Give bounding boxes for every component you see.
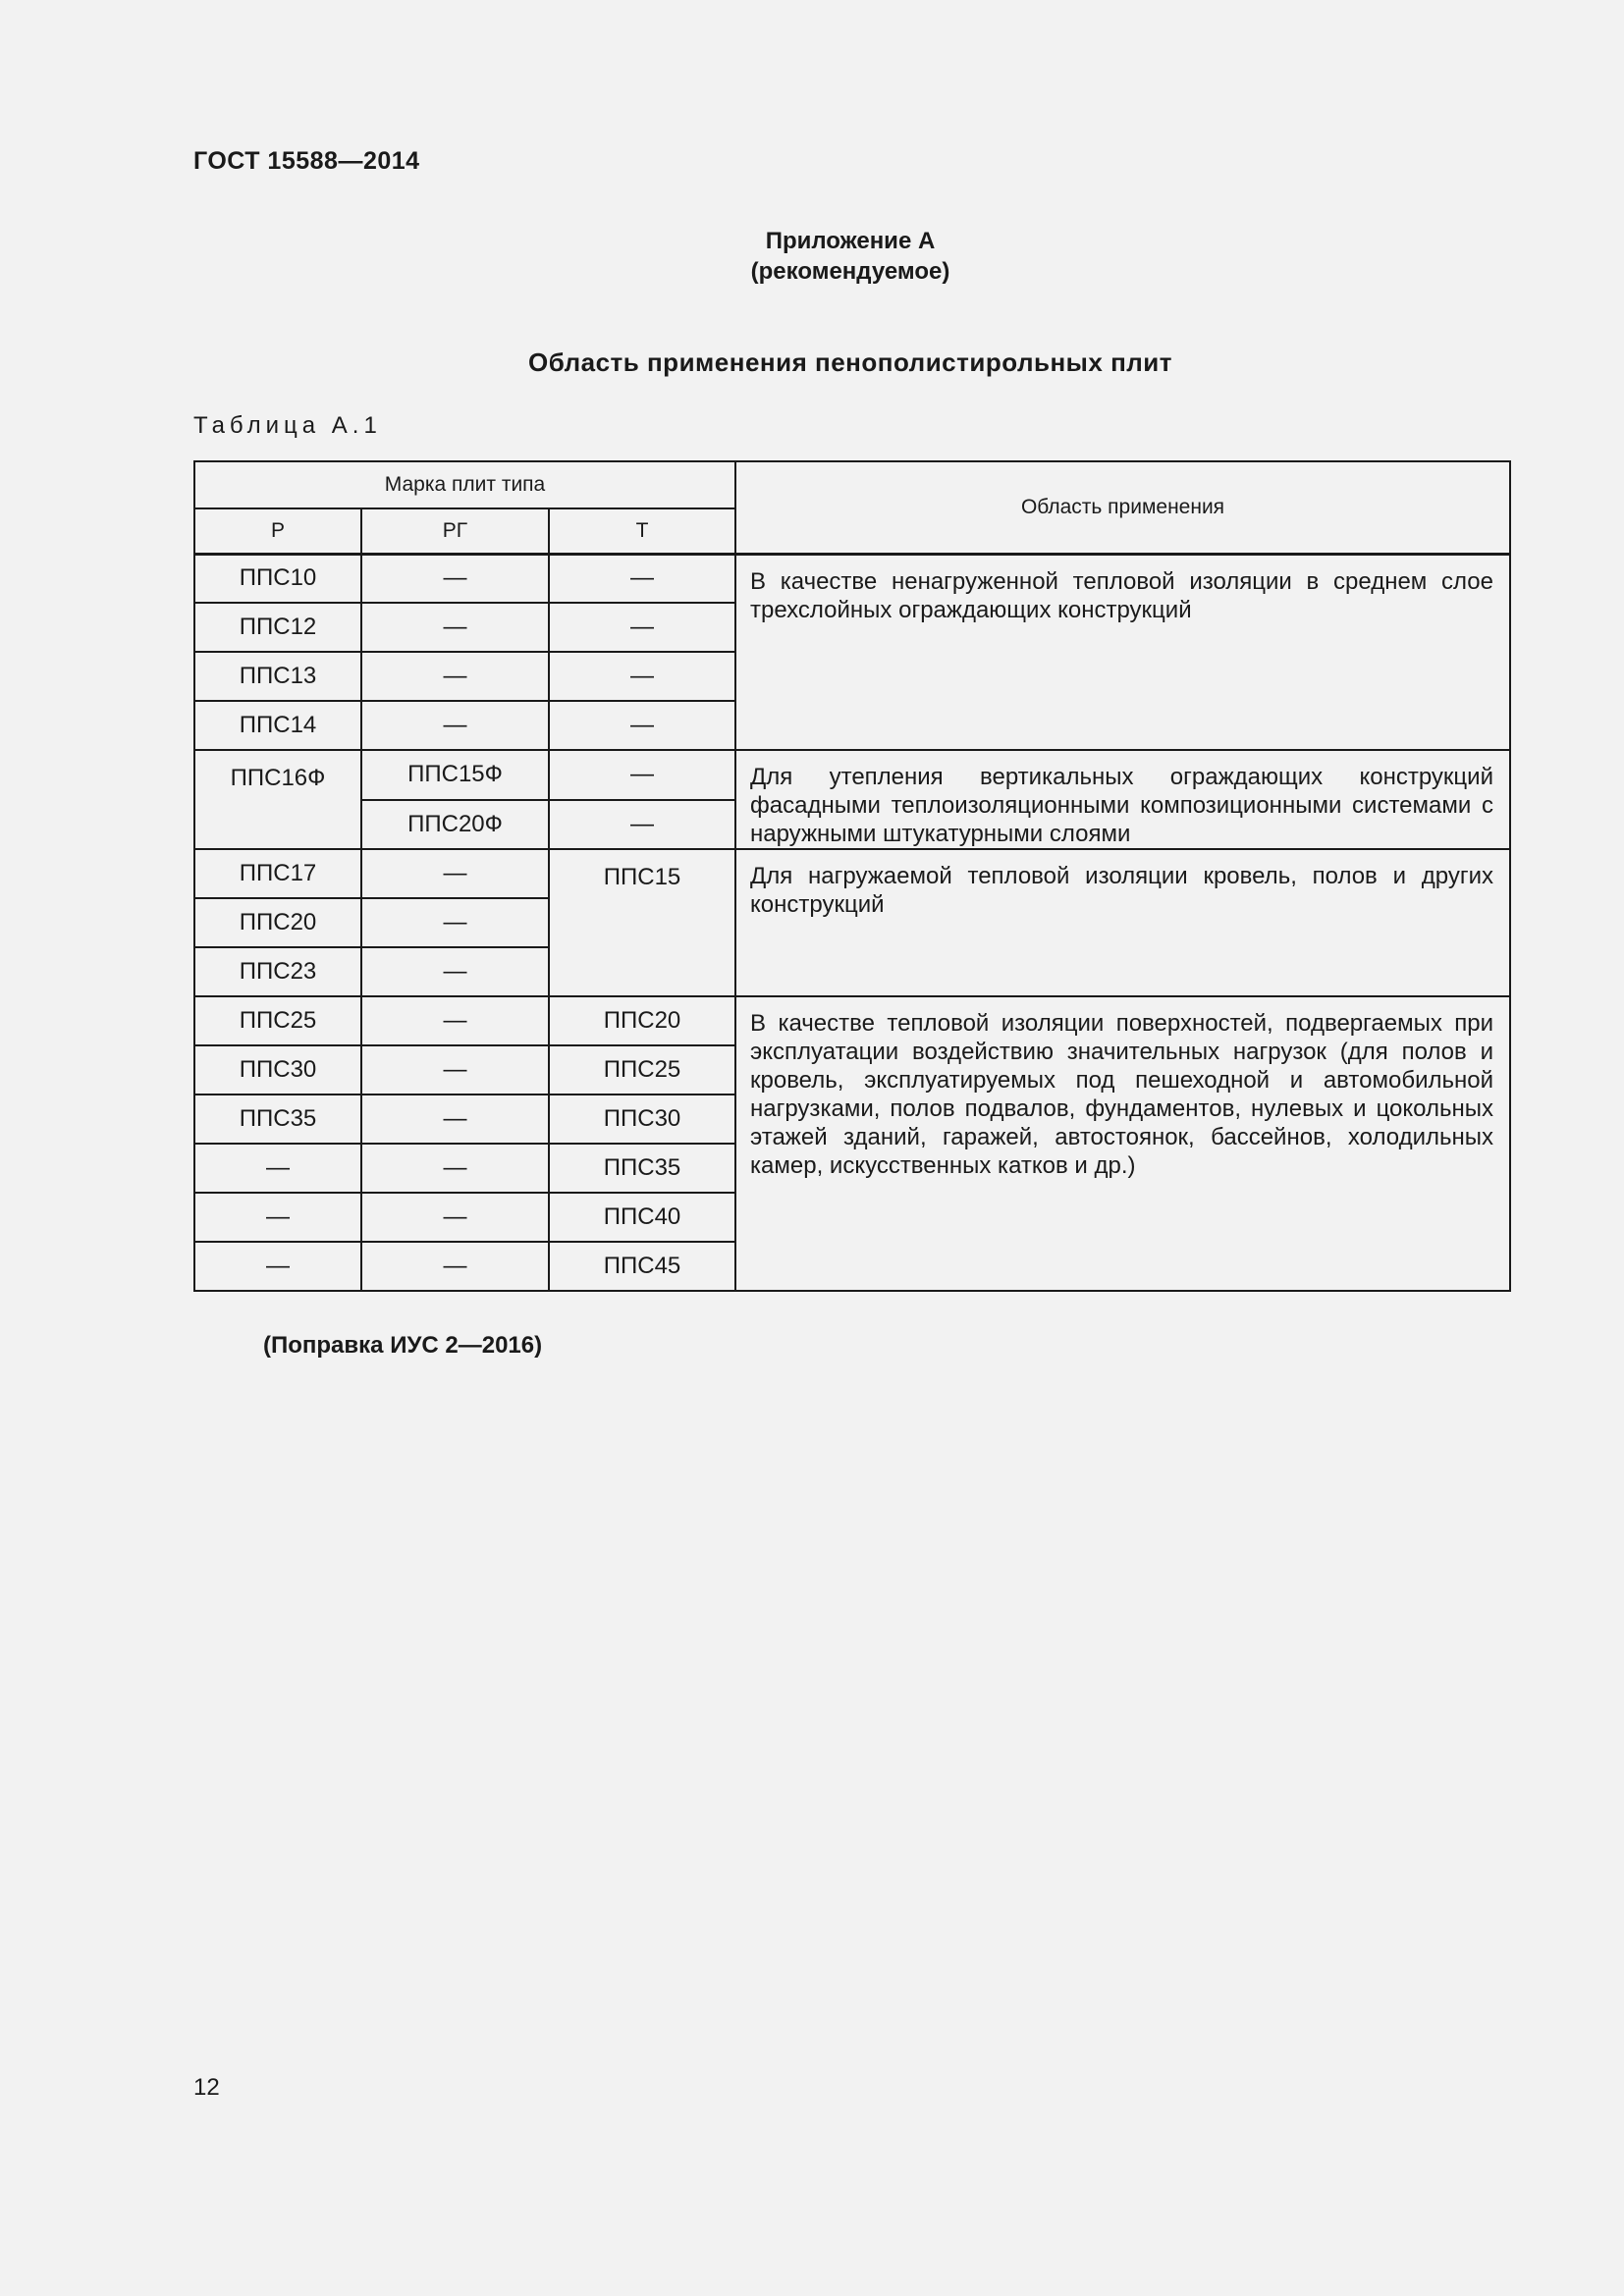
table-row — [194, 750, 1510, 800]
cell-rg: — — [361, 1045, 549, 1095]
cell-p: ППС30 — [194, 1045, 361, 1095]
standard-number: ГОСТ 15588—2014 — [193, 147, 420, 175]
cell-p: ППС12 — [194, 603, 361, 652]
cell-rg: — — [361, 898, 549, 947]
cell-p: — — [194, 1193, 361, 1242]
cell-rg: — — [361, 1242, 549, 1291]
header-scope: Область применения — [735, 461, 1510, 554]
cell-rg: — — [361, 554, 549, 603]
cell-t: — — [549, 652, 735, 701]
cell-t: — — [549, 701, 735, 750]
header-group: Марка плит типа — [194, 461, 735, 508]
scope-cell: Для нагружаемой тепловой изоляции кровель, полов и других конструкций — [735, 849, 1510, 996]
cell-p: ППС17 — [194, 849, 361, 898]
header-p: Р — [194, 508, 361, 554]
cell-rg: — — [361, 947, 549, 996]
table-row — [194, 554, 1510, 603]
annex-heading — [0, 226, 1624, 287]
cell-p: ППС25 — [194, 996, 361, 1045]
cell-rg: — — [361, 603, 549, 652]
cell-p: ППС16Ф — [194, 750, 361, 849]
cell-p: — — [194, 1242, 361, 1291]
table-label: Таблица А.1 — [193, 412, 382, 439]
cell-rg: — — [361, 849, 549, 898]
cell-rg: ППС15Ф — [361, 750, 549, 800]
amendment-note: (Поправка ИУС 2—2016) — [263, 1332, 543, 1359]
cell-p: ППС10 — [194, 554, 361, 603]
header-t: Т — [549, 508, 735, 554]
cell-t: ППС25 — [549, 1045, 735, 1095]
scope-cell: В качестве ненагруженной тепловой изоляции в среднем слое трехслойных ограждающих конструкций — [735, 554, 1510, 750]
scope-cell: Для утепления вертикальных ограждающих конструкций фасадными теплоизоляционными композиционными системами с наружными штукатурными слоями — [735, 750, 1510, 849]
applications-table — [193, 460, 1511, 1292]
cell-p: ППС20 — [194, 898, 361, 947]
cell-t: — — [549, 800, 735, 850]
cell-p: — — [194, 1144, 361, 1193]
cell-rg: — — [361, 652, 549, 701]
cell-rg: — — [361, 701, 549, 750]
page-number: 12 — [193, 2074, 220, 2101]
scope-cell: В качестве тепловой изоляции поверхностей, подвергаемых при эксплуатации воздействию значительных нагрузок (для полов и кровель, эксплуатируемых под пешеходной и автомобильной нагрузками, полов подвалов, фундаментов, нулевых и цокольных этажей зданий, гаражей, автостоянок, бассейнов, холодильных камер, искусственных катков и др.) — [735, 996, 1510, 1291]
cell-p: ППС13 — [194, 652, 361, 701]
cell-p: ППС14 — [194, 701, 361, 750]
cell-rg: ППС20Ф — [361, 800, 549, 850]
header-rg: РГ — [361, 508, 549, 554]
cell-t: ППС40 — [549, 1193, 735, 1242]
annex-title: Приложение А — [765, 228, 936, 254]
cell-p: ППС23 — [194, 947, 361, 996]
cell-rg: — — [361, 1144, 549, 1193]
cell-p: ППС35 — [194, 1095, 361, 1144]
cell-t: ППС35 — [549, 1144, 735, 1193]
table-row — [194, 996, 1510, 1045]
cell-rg: — — [361, 996, 549, 1045]
cell-t: — — [549, 603, 735, 652]
annex-status: (рекомендуемое) — [750, 258, 950, 285]
page-title: Область применения пенополистирольных плит — [527, 347, 1173, 377]
cell-t: ППС45 — [549, 1242, 735, 1291]
table-row — [194, 849, 1510, 898]
cell-rg: — — [361, 1193, 549, 1242]
cell-t: ППС15 — [549, 849, 735, 996]
cell-t: — — [549, 554, 735, 603]
cell-t: ППС20 — [549, 996, 735, 1045]
cell-t: — — [549, 750, 735, 800]
cell-t: ППС30 — [549, 1095, 735, 1144]
cell-rg: — — [361, 1095, 549, 1144]
